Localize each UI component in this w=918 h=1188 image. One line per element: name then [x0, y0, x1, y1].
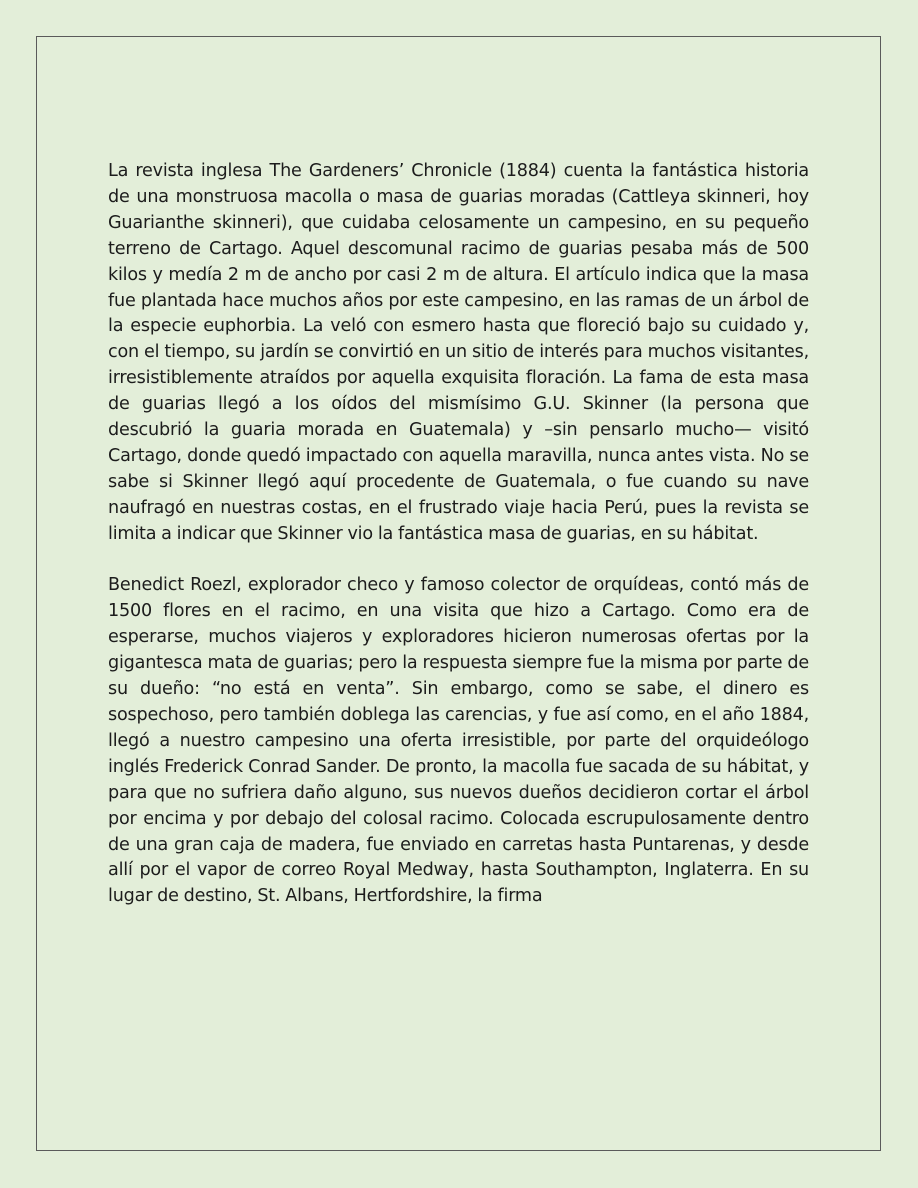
paragraph-roezl-and-sale: Benedict Roezl, explorador checo y famoso colector de orquídeas, contó más de 1500 flores en el racimo, en una visita que hizo a Cartago. Como era de esperarse, muchos viajeros y exploradores hicieron numerosas ofertas por la gigantesca mata de guarias; pero la respuesta siempre fue la misma por parte de su dueño: “no está en venta”. Sin embargo, como se sabe, el dinero es sospechoso, pero también doblega las carencias, y fue así como, en el año 1884, llegó a nuestro campesino una oferta irresistible, por parte del orquideólogo inglés Frederick Conrad Sander. De pronto, la macolla fue sacada de su hábitat, y para que no sufriera daño alguno, sus nuevos dueños decidieron cortar el árbol por encima y por debajo del colosal racimo. Colocada escrupulosamente dentro de una gran caja de madera, fue enviado en carretas hasta Puntarenas, y desde allí por el vapor de correo Royal Medway, hasta Southampton, Inglaterra. En su lugar de destino, St. Albans, Hertfordshire, la firma: [108, 575, 809, 907]
body-text: [108, 159, 809, 910]
paragraph-guaria-mass-history: La revista inglesa The Gardeners’ Chronicle (1884) cuenta la fantástica historia de una monstruosa macolla o masa de guarias moradas (Cattleya skinneri, hoy Guarianthe skinneri), que cuidaba celosamente un campesino, en su pequeño terreno de Cartago. Aquel descomunal racimo de guarias pesaba más de 500 kilos y medía 2 m de ancho por casi 2 m de altura. El artículo indica que la masa fue plantada hace muchos años por este campesino, en las ramas de un árbol de la especie euphorbia. La veló con esmero hasta que floreció bajo su cuidado y, con el tiempo, su jardín se convirtió en un sitio de interés para muchos visitantes, irresistiblemente atraídos por aquella exquisita floración. La fama de esta masa de guarias llegó a los oídos del mismísimo G.U. Skinner (la persona que descubrió la guaria morada en Guatemala) y –sin pensarlo mucho— visitó Cartago, donde quedó impactado con aquella maravilla, nunca antes vista. No se sabe si Skinner llegó aquí procedente de Guatemala, o fue cuando su nave naufragó en nuestras costas, en el frustrado viaje hacia Perú, pues la revista se limita a indicar que Skinner vio la fantástica masa de guarias, en su hábitat.: [108, 161, 809, 544]
